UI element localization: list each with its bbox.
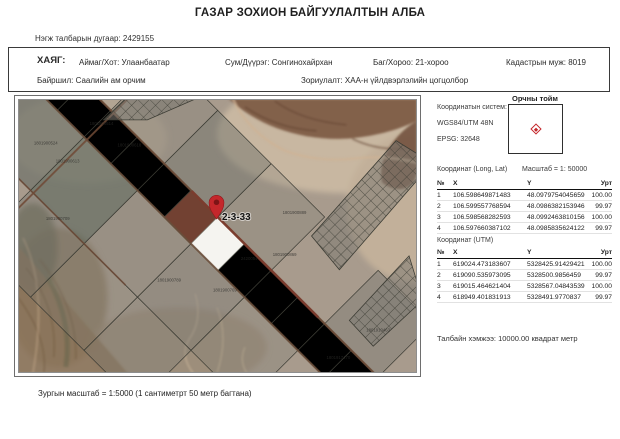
longlat-coordinate-table [437, 180, 612, 234]
col-header: Урт [589, 249, 612, 259]
coord-cell: 106.598649871483 [453, 190, 527, 201]
coord-cell: 106.597660387102 [453, 223, 527, 234]
coord-cell: 619015.464621404 [453, 281, 527, 292]
coord-row [437, 281, 612, 292]
coord-cell: 106.598568282593 [453, 212, 527, 223]
coord-cell: 48.0992463810156 [527, 212, 589, 223]
coord-row [437, 223, 612, 234]
coord-cell: 5328567.04843539 [527, 281, 589, 292]
col-header: X [453, 180, 527, 190]
coord-cell: 48.0985835624122 [527, 223, 589, 234]
area-size-label: Талбайн хэмжээ: 10000.00 квадрат метр [437, 334, 578, 343]
coord-cell: 99.97 [589, 292, 612, 303]
utm-table-title: Координат (UTM) [437, 237, 494, 244]
address-location: Байршил: Саалийн ам орчим [37, 76, 146, 85]
parcel-number: Нэгж талбарын дугаар: 2429155 [35, 34, 155, 43]
map-scale-note: Зургын масштаб = 1:5000 (1 сантиметрт 50 метр багтана) [38, 389, 252, 398]
coord-row [437, 259, 612, 270]
col-header: Урт [589, 180, 612, 190]
parcel-id-label: 1801900514 [89, 120, 114, 126]
overview-scale: Масштаб = 1: 50000 [522, 166, 588, 173]
col-header: № [437, 249, 453, 259]
coord-row [437, 212, 612, 223]
longlat-table-title: Координат (Long, Lat) [437, 166, 508, 173]
coord-cell: 618949.401831913 [453, 292, 527, 303]
coord-cell: 99.97 [589, 201, 612, 212]
coord-cell: 48.0986382153946 [527, 201, 589, 212]
parcel-id-label: 1801900709 [45, 216, 70, 222]
address-purpose: Зориулалт: ХАА-н үйлдвэрлэлийн цогцолбор [301, 76, 469, 85]
coord-cell: 100.00 [589, 190, 612, 201]
coord-cell: 5328500.9856459 [527, 270, 589, 281]
parcel-id-label: 1801900869 [272, 251, 297, 257]
parcel-id-label: 2420054 [240, 255, 258, 261]
map-canvas [18, 99, 417, 373]
coord-system-label: Координатын систем: [437, 104, 507, 111]
coord-cell: 100.00 [589, 212, 612, 223]
coord-cell: 3 [437, 212, 453, 223]
overview-marker-icon [530, 123, 541, 134]
utm-coordinate-table [437, 249, 612, 303]
coord-cell: 99.97 [589, 270, 612, 281]
coord-cell: 619090.535973095 [453, 270, 527, 281]
coord-cell: 48.0979754045659 [527, 190, 589, 201]
coord-cell: 99.97 [589, 223, 612, 234]
col-header: Y [527, 249, 589, 259]
address-aimag: Аймаг/Хот: Улаанбаатар [79, 57, 170, 67]
parcel-id-label: 1801917470 [326, 355, 351, 361]
coord-cell: 1 [437, 190, 453, 201]
coord-system-value: WGS84/UTM 48N [437, 120, 494, 127]
parcel-id-label: 1801900618 [117, 142, 142, 148]
coord-cell: 5328491.9770837 [527, 292, 589, 303]
overview-map-box [508, 104, 563, 154]
parcel-id-label: 1801900889 [282, 210, 307, 216]
coord-cell: 100.00 [589, 259, 612, 270]
col-header: X [453, 249, 527, 259]
address-table [8, 47, 610, 92]
coord-cell: 3 [437, 281, 453, 292]
parcel-id-label: 1801900524 [33, 140, 58, 146]
parcel-id-label: 1801910463 [366, 327, 391, 333]
address-sum: Сум/Дүүрэг: Сонгинохайрхан [225, 57, 333, 67]
coord-cell: 106.599557768594 [453, 201, 527, 212]
coord-cell: 4 [437, 223, 453, 234]
col-header: № [437, 180, 453, 190]
parcel-id-label: 1801900789 [157, 277, 182, 283]
coord-cell: 5328425.91429421 [527, 259, 589, 270]
col-header: Y [527, 180, 589, 190]
coord-row [437, 270, 612, 281]
coord-row [437, 292, 612, 303]
address-cadastre: Кадастрын муж: 8019 [506, 57, 587, 67]
address-label: ХАЯГ: [37, 55, 66, 66]
address-bag: Баг/Хороо: 21-хороо [373, 57, 449, 67]
overview-title: Орчны тойм [512, 94, 558, 103]
coord-cell: 2 [437, 270, 453, 281]
pin-hole [214, 199, 220, 205]
coord-row [437, 201, 612, 212]
coord-cell: 619024.473183607 [453, 259, 527, 270]
epsg-value: EPSG: 32648 [437, 136, 480, 143]
coord-cell: 100.00 [589, 281, 612, 292]
coord-cell: 4 [437, 292, 453, 303]
coord-cell: 2 [437, 201, 453, 212]
highlight-parcel-label: 2-3-33 [221, 212, 251, 224]
cadastral-map [14, 95, 421, 377]
page-title: ГАЗАР ЗОХИОН БАЙГУУЛАЛТЫН АЛБА [194, 7, 426, 19]
parcel-id-label: 1801900613 [55, 158, 80, 164]
coord-row [437, 190, 612, 201]
coord-cell: 1 [437, 259, 453, 270]
parcel-id-label: 1801900769 [213, 287, 237, 293]
